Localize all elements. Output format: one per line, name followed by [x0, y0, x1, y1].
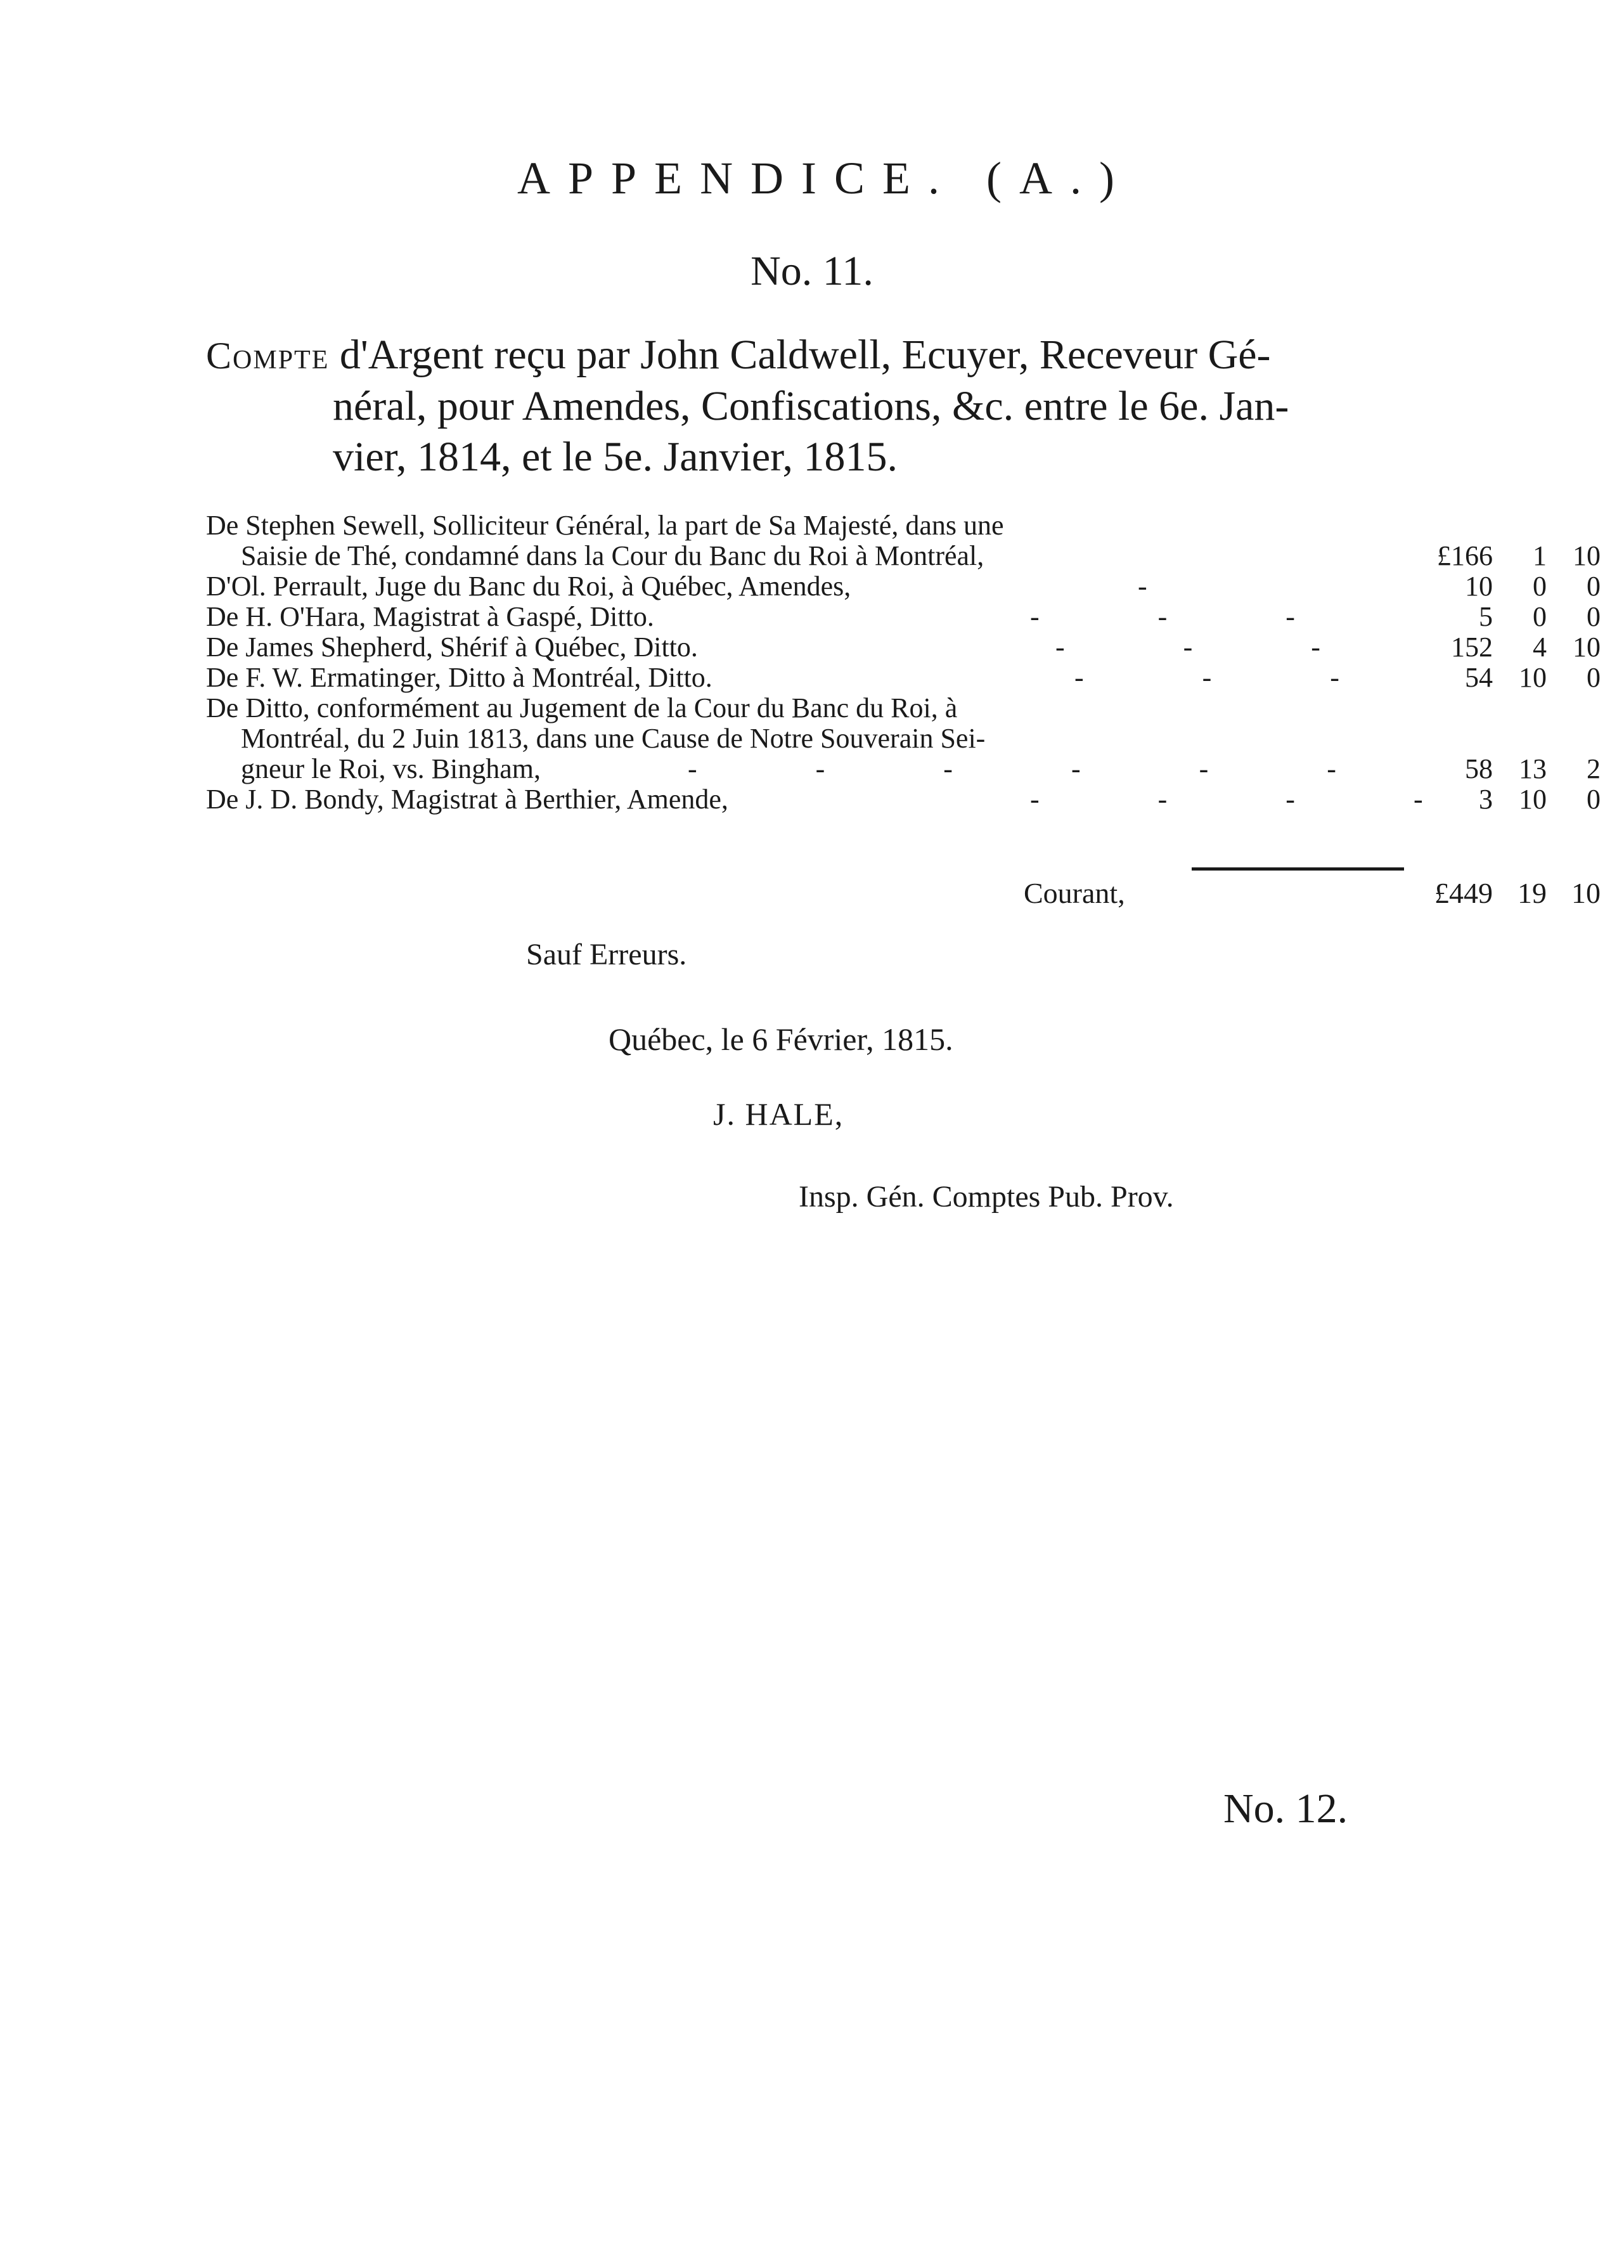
entry-pounds: 54 — [1465, 662, 1493, 693]
ledger-entry-line — [206, 632, 1601, 663]
entry-description: Saisie de Thé, condamné dans la Cour du Banc du Roi à Montréal, — [241, 540, 984, 571]
total-line — [206, 877, 1601, 914]
total-pence: 10 — [1571, 877, 1601, 909]
entry-shillings: 0 — [1533, 601, 1547, 632]
ledger-entry-line — [206, 571, 1601, 602]
entry-leaders: - - - - — [1030, 784, 1479, 815]
entry-shillings: 10 — [1519, 662, 1547, 693]
entry-description: D'Ol. Perrault, Juge du Banc du Roi, à Québec, Amendes, — [206, 571, 851, 602]
entry-leaders: - - - - - - — [688, 753, 1392, 784]
entry-pounds: 10 — [1465, 571, 1493, 602]
entry-description: gneur le Roi, vs. Bingham, — [241, 753, 541, 784]
account-title — [206, 330, 1410, 483]
account-title-compte: Compte — [206, 335, 330, 377]
entry-pence: 0 — [1587, 601, 1601, 632]
signer-title: Insp. Gén. Comptes Pub. Prov. — [799, 1180, 1174, 1214]
entry-description: Montréal, du 2 Juin 1813, dans une Cause de Notre Souverain Sei- — [241, 723, 986, 754]
entry-shillings: 1 — [1533, 540, 1547, 571]
entry-pounds: 5 — [1479, 601, 1493, 632]
entry-description: De J. D. Bondy, Magistrat à Berthier, Amende, — [206, 784, 728, 815]
total-pounds: £449 — [1434, 877, 1493, 909]
signature: J. HALE, — [713, 1096, 844, 1132]
entry-shillings: 13 — [1519, 753, 1547, 784]
ledger-entry-line — [206, 510, 1410, 541]
ledger-entry-line — [206, 753, 1601, 784]
ledger-entries — [206, 510, 1601, 815]
catchword: No. 12. — [1223, 1785, 1348, 1832]
ledger-entry-line — [206, 723, 1410, 754]
entry-leaders: - - - — [1055, 632, 1376, 663]
entry-pounds: 152 — [1451, 632, 1493, 663]
entry-pence: 0 — [1587, 571, 1601, 602]
ledger-entry-line — [206, 693, 1410, 723]
entry-shillings: 4 — [1533, 632, 1547, 663]
account-title-line-1-rest: d'Argent reçu par John Caldwell, Ecuyer, Receveur Gé- — [329, 332, 1271, 378]
entry-leaders: - - - — [1074, 662, 1395, 693]
total-label: Courant, — [1024, 877, 1125, 909]
date-line: Québec, le 6 Février, 1815. — [609, 1021, 953, 1057]
entry-description: De Ditto, conformément au Jugement de la Cour du Banc du Roi, à — [206, 692, 958, 723]
entry-shillings: 10 — [1519, 784, 1547, 815]
entry-leaders: - - - — [1030, 601, 1351, 632]
entry-pence: 10 — [1573, 540, 1601, 571]
ledger-entry-line — [206, 540, 1601, 571]
entry-pence: 0 — [1587, 784, 1601, 815]
entry-pence: 10 — [1573, 632, 1601, 663]
entry-pounds: 3 — [1479, 784, 1493, 815]
total-row — [206, 877, 1601, 914]
entry-description: De James Shepherd, Shérif à Québec, Ditto. — [206, 632, 698, 663]
total-rule — [1192, 867, 1404, 871]
entry-description: De Stephen Sewell, Solliciteur Général, la part de Sa Majesté, dans une — [206, 510, 1004, 541]
entry-pounds: £166 — [1437, 540, 1493, 571]
entry-description: De H. O'Hara, Magistrat à Gaspé, Ditto. — [206, 601, 654, 632]
entry-pence: 0 — [1587, 662, 1601, 693]
sauf-erreurs: Sauf Erreurs. — [526, 938, 687, 971]
account-title-line-2: néral, pour Amendes, Confiscations, &c. entre le 6e. Jan- — [333, 383, 1289, 429]
entry-shillings: 0 — [1533, 571, 1547, 602]
total-shillings: 19 — [1518, 877, 1547, 909]
entry-pence: 2 — [1587, 753, 1601, 784]
account-title-line-3: vier, 1814, et le 5e. Janvier, 1815. — [333, 434, 898, 480]
entry-leaders: - — [1138, 571, 1203, 602]
ledger-entry-line — [206, 662, 1601, 693]
document-number: No. 11. — [751, 248, 873, 294]
account-title-line-1 — [206, 330, 1410, 381]
entry-description: De F. W. Ermatinger, Ditto à Montréal, Ditto. — [206, 662, 712, 693]
entry-pounds: 58 — [1465, 753, 1493, 784]
appendix-title: APPENDICE. (A.) — [517, 153, 1132, 204]
ledger-entry-line — [206, 601, 1601, 632]
ledger-entry-line — [206, 784, 1601, 815]
